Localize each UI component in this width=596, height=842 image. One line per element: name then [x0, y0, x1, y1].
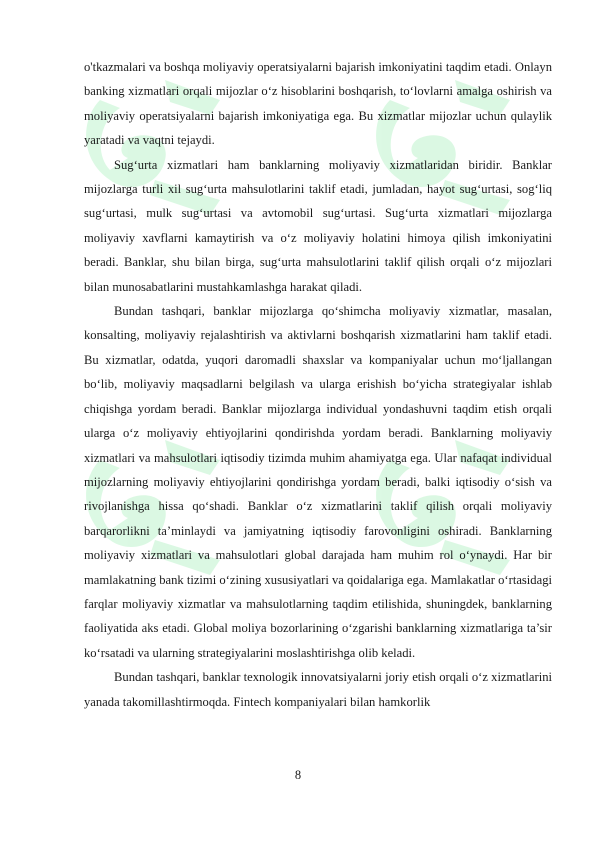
page-number: 8 — [294, 768, 302, 782]
paragraph-3: Bundan tashqari, banklar mijozlarga qo‘shimcha moliyaviy xizmatlar, masalan, konsalting, moliyaviy rejalashtirish va aktivlarni boshqarish xizmatlarini ham taklif etadi. Bu xizmatlar, odatda, yuqori daromadli shaxslar va kompaniyalar uchun mo‘ljallangan bo‘lib, moliyaviy maqsadlarni belgilash va ularga erishish bo‘yicha strategiyalar ishlab chiqishga yordam beradi. Banklar mijozlarga individual yondashuvni taqdim etish orqali ularga o‘z moliyaviy ehtiyojlarini qondirishda yordam beradi. Banklarning moliyaviy xizmatlari va mahsulotlari iqtisodiy tizimda muhim ahamiyatga ega. Ular nafaqat individual mijozlarning moliyaviy ehtiyojlarini qondirishga yordam beradi, balki iqtisodiy o‘sish va rivojlanishga hissa qo‘shadi. Banklar o‘z xizmatlarini taklif qilish orqali moliyaviy barqarorlikni ta’minlaydi va jamiyatning iqtisodiy farovonligini oshiradi. Banklarning moliyaviy xizmatlari va mahsulotlari global darajada ham muhim rol o‘ynaydi. Har bir mamlakatning bank tizimi o‘zining xususiyatlari va qoidalariga ega. Mamlakatlar o‘rtasidagi farqlar moliyaviy xizmatlar va mahsulotlarning taqdim etilishida, shuningdek, banklarning faoliyatida aks etadi. Global moliya bozorlarining o‘zgarishi banklarning xizmatlariga ta’sir ko‘rsatadi va ularning strategiyalarini moslashtirishga olib keladi. — [84, 304, 552, 660]
paragraph-2: Sug‘urta xizmatlari ham banklarning moliyaviy xizmatlaridan biridir. Banklar mijozlarga turli xil sug‘urta mahsulotlarini taklif etadi, jumladan, hayot sug‘urtasi, sog‘liq sug‘urtasi, mulk sug‘urtasi va avtomobil sug‘urtasi. Sug‘urta xizmatlari mijozlarga moliyaviy xavflarni kamaytirish va o‘z moliyaviy holatini himoya qilish imkoniyatini beradi. Banklar, shu bilan birga, sug‘urta mahsulotlarini taklif qilish orqali o‘z mijozlari bilan munosabatlarini mustahkamlashga harakat qiladi. — [84, 157, 552, 294]
paragraph-1: o'tkazmalari va boshqa moliyaviy operatsiyalarni bajarish imkoniyatini taqdim etadi. Onlayn banking xizmatlari orqali mijozlar o‘z hisoblarini boshqarish, to‘lovlarni amalga oshirish va moliyaviy operatsiyalarni bajarish imkoniyatiga ega. Bu xizmatlar mijozlar uchun qulaylik yaratadi va vaqtni tejaydi. — [84, 60, 552, 148]
body-text — [84, 55, 552, 714]
paragraph-4: Bundan tashqari, banklar texnologik innovatsiyalarni joriy etish orqali o‘z xizmatlarini yanada takomillashtirmoqda. Fintech kompaniyalari bilan hamkorlik — [84, 670, 552, 709]
